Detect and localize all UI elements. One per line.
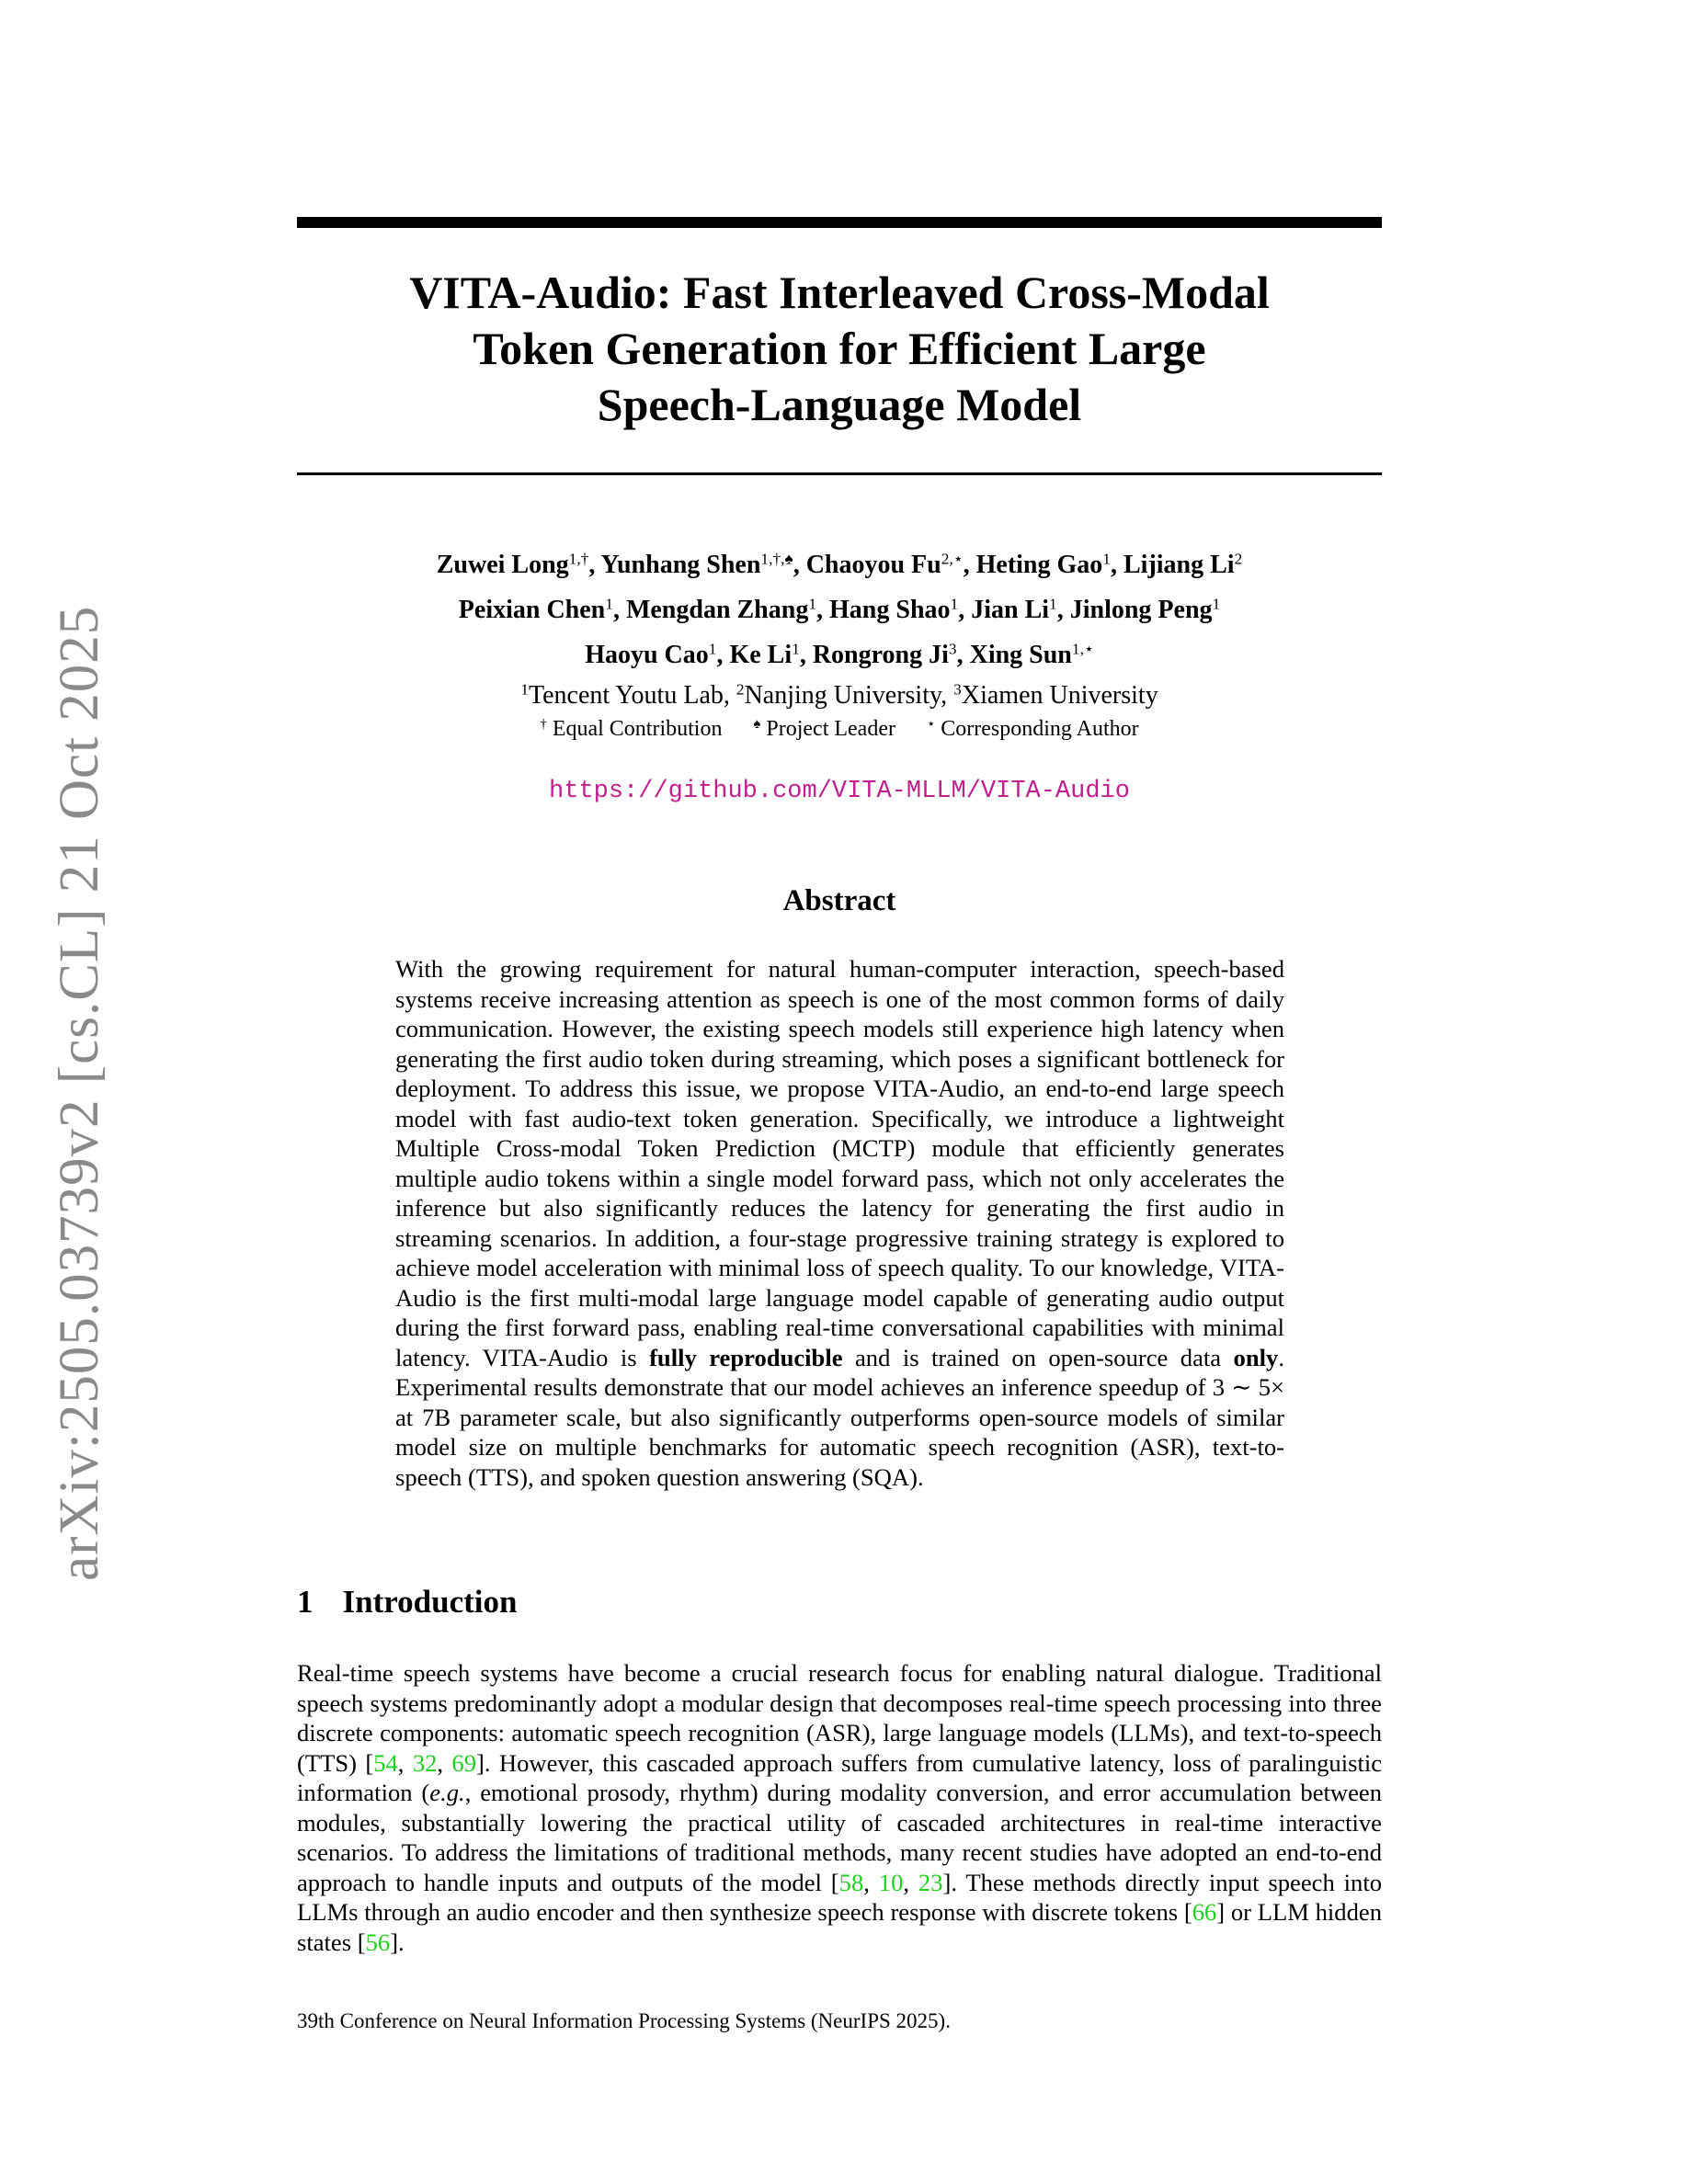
section-number: 1 (297, 1584, 314, 1620)
conference-footnote: 39th Conference on Neural Information Processing Systems (NeurIPS 2025). (297, 2009, 951, 2032)
author-name: Yunhang Shen (600, 551, 761, 579)
author-name: Chaoyou Fu (805, 551, 941, 579)
paper-title (297, 265, 1382, 433)
author-line: Haoyu Cao$^1$, Ke Li$^1$, Rongrong Ji$^3$, Xing Sun$^{1,⋆}$ (585, 640, 1094, 669)
citation-link[interactable]: 66 (1192, 1898, 1217, 1926)
author-affiliation-mark: 1,†,♠ (760, 550, 793, 568)
author-affiliation-mark: 1 (605, 595, 613, 613)
abstract-heading: Abstract (782, 884, 896, 917)
title-line: Token Generation for Efficient Large (473, 323, 1206, 374)
author-name: Haoyu Cao (585, 641, 709, 669)
author-name: Rongrong Ji (812, 641, 949, 669)
dagger-mark: † (540, 716, 547, 732)
abstract-text: With the growing requirement for natural human-computer interaction, speech-based systems receive increasing attention as speech is one of the most common forms of daily communication. However, the existing speech models still experience high latency when generating the first audio token during streaming, which poses a significant bottleneck for deployment. To address this issue, we propose VITA-Audio, an end-to-end large speech model with fast audio-text token generation. Specifically, we introduce a lightweight Multiple Cross-modal Token Prediction (MCTP) module that efficiently generates multiple audio tokens within a single model forward pass, which not only accelerates the inference but also significantly reduces the latency for generating the first audio in streaming scenarios. In addition, a four-stage progressive training strategy is explored to achieve model acceleration with minimal loss of speech quality. To our knowledge, VITA-Audio is the first multi-modal large language model capable of generating audio output during the first forward pass, enabling real-time conversational capabilities with minimal latency. VITA-Audio is fully reproducible and is trained on open-source data only. Experimental results demonstrate that our model achieves an inference speedup of 3 ∼ 5× at 7B parameter scale, but also significantly outperforms open-source models of similar model size on multiple benchmarks for automatic speech recognition (ASR), text-to-speech (TTS), and spoken question answering (SQA). (395, 955, 1284, 1491)
introduction-paragraph: Real-time speech systems have become a crucial research focus for enabling natural dialogue. Traditional speech systems predominantly adopt a modular design that decomposes real-time speech processing into three discrete components: automatic speech recognition (ASR), large language models (LLMs), and text-to-speech (TTS) [54, 32, 69]. However, this cascaded approach suffers from cumulative latency, loss of paralinguistic information (e.g., emotional prosody, rhythm) during modality conversion, and error accumulation between modules, substantially lowering the practical utility of cascaded architectures in real-time interactive scenarios. To address the limitations of traditional methods, many recent studies have adopted an end-to-end approach to handle inputs and outputs of the model [58, 10, 23]. These methods directly input speech into LLMs through an audio encoder and then synthesize speech response with discrete tokens [66] or LLM hidden states [56]. (297, 1659, 1383, 1956)
section-title: Introduction (342, 1584, 518, 1620)
emphasis-text: only (1233, 1343, 1279, 1371)
author-name: Hang Shao (829, 596, 951, 624)
author-name: Jian Li (971, 596, 1050, 624)
citation-link[interactable]: 58 (838, 1868, 864, 1896)
github-repo-link[interactable]: https://github.com/VITA-MLLM/VITA-Audio (549, 778, 1130, 805)
author-name: Lijiang Li (1123, 551, 1235, 579)
author-affiliation-mark: 2,⋆ (941, 550, 964, 568)
author-name: Zuwei Long (436, 551, 569, 579)
title-line: Speech-Language Model (597, 379, 1082, 430)
affiliation-line (297, 680, 1382, 711)
author-affiliation-mark: 3 (948, 640, 957, 658)
author-name: Xing Sun (969, 641, 1072, 669)
affiliation-mark: 3 (953, 680, 962, 699)
author-affiliation-mark: 1,⋆ (1071, 640, 1094, 658)
author-name: Mengdan Zhang (625, 596, 809, 624)
corresponding-author-note: ⋆ Corresponding Author (926, 716, 1139, 741)
author-affiliation-mark: 1 (1212, 595, 1221, 613)
citation-link[interactable]: 23 (918, 1868, 943, 1896)
author-affiliation-mark: 1 (1102, 550, 1111, 568)
author-list (297, 542, 1382, 677)
citation-link[interactable]: 32 (412, 1748, 438, 1777)
affiliation-name: Xiamen University (961, 681, 1158, 710)
author-affiliation-mark: 1 (792, 640, 800, 658)
affiliation-name: Tencent Youtu Lab, (528, 681, 736, 710)
citation-link[interactable]: 10 (878, 1868, 904, 1896)
author-affiliation-mark: 2 (1234, 550, 1243, 568)
author-affiliation-mark: 1,† (568, 550, 589, 568)
author-name: Jinlong Peng (1069, 596, 1213, 624)
project-leader-note: ♠ Project Leader (753, 716, 895, 741)
contribution-legend (297, 715, 1382, 743)
title-bottom-rule (297, 472, 1382, 475)
citation-link[interactable]: 56 (365, 1928, 391, 1956)
title-line: VITA-Audio: Fast Interleaved Cross-Modal (409, 267, 1270, 318)
affiliation-mark: 2 (736, 680, 745, 699)
citation-link[interactable]: 54 (373, 1748, 398, 1777)
author-affiliation-mark: 1 (1049, 595, 1057, 613)
title-top-rule (297, 217, 1382, 228)
affiliation-mark: 1 (520, 680, 529, 699)
author-line: Zuwei Long$^{1,\dagger}$, Yunhang Shen$^{1,\dagger,♠}$, Chaoyou $Fu^{2,⋆}$, Heting Gao$^1$, Lijiang Li$^2$ (436, 550, 1243, 579)
author-affiliation-mark: 1 (808, 595, 817, 613)
spade-icon: ♠ (753, 716, 761, 732)
author-name: Peixian Chen (458, 596, 606, 624)
author-name: Heting Gao (975, 551, 1103, 579)
star-icon: ⋆ (926, 716, 936, 732)
author-line: Peixian Chen$^1$, Mengdan Zhang$^1$, Hang Shao$^1$, Jian Li$^1$, Jinlong Peng$^1$ (458, 595, 1221, 624)
section-heading-introduction (297, 1584, 517, 1621)
author-name: Ke Li (729, 641, 793, 669)
citation-link[interactable]: 69 (451, 1748, 477, 1777)
equal-contribution-note: † Equal Contribution (540, 716, 723, 741)
arxiv-identifier-stamp: arXiv:2505.03739v2 [cs.CL] 21 Oct 2025 (49, 605, 110, 1581)
affiliation-name: Nanjing University, (744, 681, 954, 710)
author-affiliation-mark: 1 (950, 595, 959, 613)
author-affiliation-mark: 1 (708, 640, 717, 658)
emphasis-text: fully reproducible (649, 1343, 843, 1371)
